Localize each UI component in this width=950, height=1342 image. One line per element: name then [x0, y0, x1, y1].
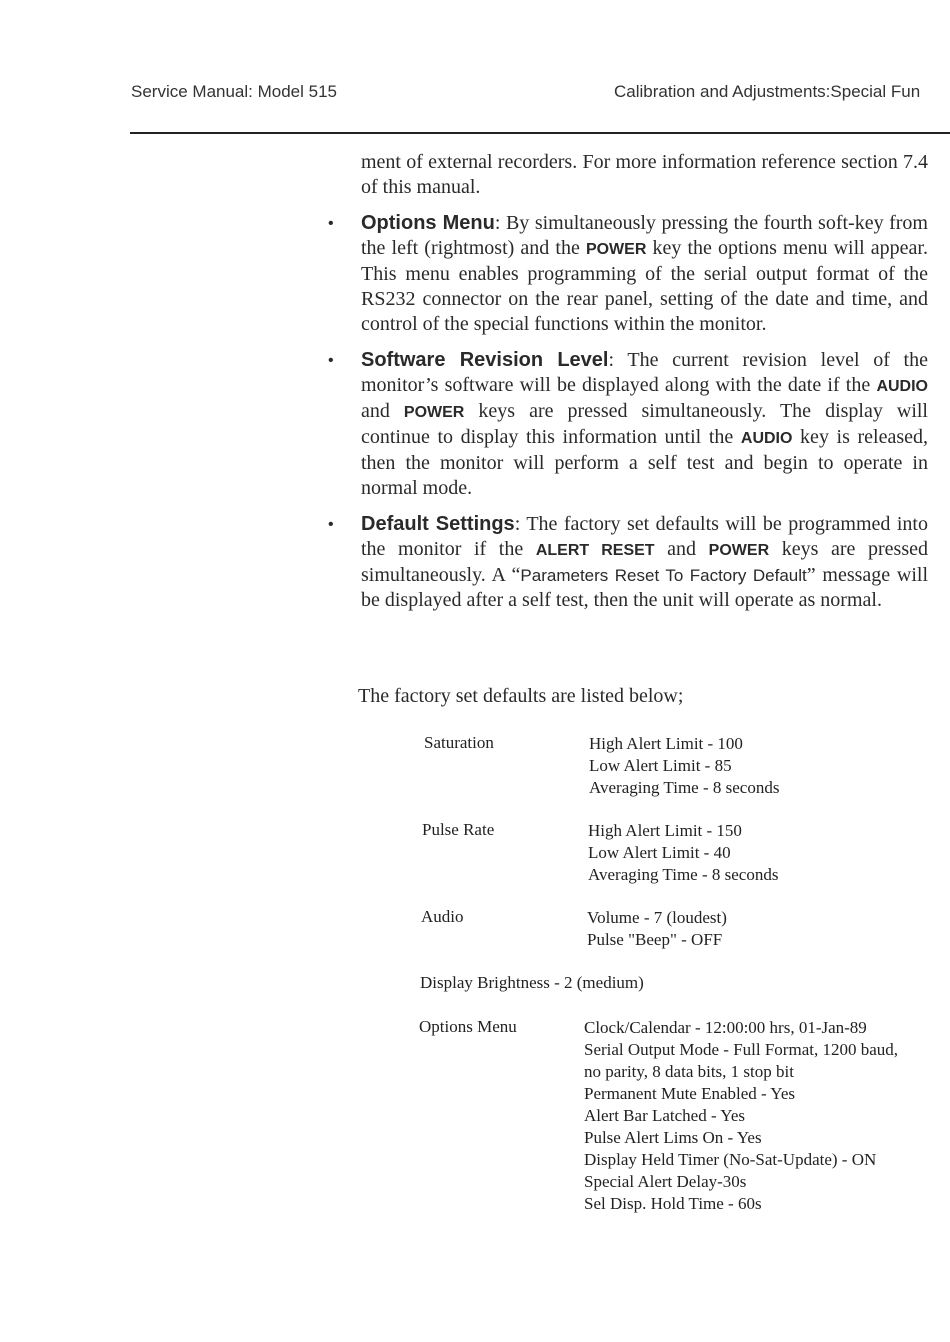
setting-value: Clock/Calendar - 12:00:00 hrs, 01-Jan-89	[584, 1018, 867, 1037]
bullet-options-menu	[328, 211, 928, 337]
setting-value: Alert Bar Latched - Yes	[584, 1106, 745, 1125]
audio-label: Audio	[421, 907, 464, 926]
audio-values	[587, 907, 727, 951]
setting-value: Averaging Time - 8 seconds	[588, 865, 779, 884]
setting-value: Serial Output Mode - Full Format, 1200 baud,	[584, 1040, 899, 1059]
bullet-heading: Software Revision Level	[361, 349, 609, 371]
header-rule	[130, 132, 950, 134]
options-menu-values	[584, 1017, 898, 1215]
setting-value: Display Held Timer (No-Sat-Update) - ON	[584, 1150, 877, 1169]
text-run: and	[361, 400, 404, 422]
key-name: POWER	[403, 404, 465, 421]
continuation-paragraph: ment of external recorders. For more information reference section 7.4 of this manual.	[361, 151, 928, 198]
text-run: : The current revision level of the monitor’s software will be displayed along with the date if the	[361, 349, 928, 396]
bullet-dot: •	[328, 516, 334, 533]
setting-value: Low Alert Limit - 85	[589, 756, 732, 775]
header-right: Calibration and Adjustments:Special Fun	[614, 82, 921, 101]
text-run: key is released, then the monitor will perform a self test and begin to operate in normal mode.	[361, 426, 929, 499]
bullet-dot: •	[328, 352, 334, 369]
saturation-label: Saturation	[424, 733, 494, 752]
defaults-intro: The factory set defaults are listed below;	[358, 685, 684, 707]
bullet-software-revision	[328, 348, 929, 501]
setting-value: High Alert Limit - 100	[589, 734, 743, 753]
key-name: POWER	[585, 241, 647, 258]
body-text	[328, 150, 929, 613]
pulse-rate-values	[588, 820, 778, 886]
key-name: AUDIO	[740, 430, 793, 447]
bullet-heading: Default Settings	[361, 513, 515, 535]
setting-value: Volume - 7 (loudest)	[587, 908, 727, 927]
setting-value: Pulse "Beep" - OFF	[587, 930, 723, 949]
setting-value: High Alert Limit - 150	[588, 821, 742, 840]
setting-value: Pulse Alert Lims On - Yes	[584, 1128, 762, 1147]
text-run: keys are pressed simultaneously. A “	[361, 538, 928, 586]
bullet-text	[361, 211, 928, 337]
bullet-heading: Options Menu	[361, 212, 495, 234]
key-name: POWER	[708, 542, 770, 559]
text-run: keys are pressed simultaneously. The display will continue to display this information until the	[361, 400, 928, 448]
saturation-values	[589, 733, 779, 799]
setting-value: Permanent Mute Enabled - Yes	[584, 1084, 796, 1103]
setting-value: Special Alert Delay-30s	[584, 1172, 747, 1191]
bullet-text	[361, 512, 928, 613]
text-run: key the options menu will appear. This menu enables programming of the serial output format of the RS232 connector on the rear panel, setting of the date and time, and control of the special functions within the monitor.	[361, 237, 928, 335]
text-run: and	[654, 538, 709, 560]
setting-value: Averaging Time - 8 seconds	[589, 778, 780, 797]
message-text: Parameters Reset To Factory Default	[520, 566, 807, 585]
setting-value: Low Alert Limit - 40	[588, 843, 731, 862]
options-menu-label: Options Menu	[419, 1017, 517, 1036]
text-run: : By simultaneously pressing the fourth soft-key from the left (rightmost) and the	[361, 212, 928, 259]
bullet-dot: •	[328, 215, 334, 232]
key-name: AUDIO	[876, 378, 928, 395]
setting-value: Sel Disp. Hold Time - 60s	[584, 1194, 762, 1213]
text-run: : The factory set defaults will be programmed into the monitor if the	[361, 513, 928, 560]
setting-value: no parity, 8 data bits, 1 stop bit	[584, 1062, 794, 1081]
pulse-rate-label: Pulse Rate	[422, 820, 495, 839]
header-left: Service Manual: Model 515	[131, 82, 338, 101]
text-run: ” message will be displayed after a self test, then the unit will operate as normal.	[361, 564, 929, 611]
bullet-text	[361, 348, 928, 501]
bullet-default-settings	[328, 512, 929, 613]
key-name: ALERT RESET	[535, 542, 655, 559]
display-brightness: Display Brightness - 2 (medium)	[420, 973, 644, 992]
